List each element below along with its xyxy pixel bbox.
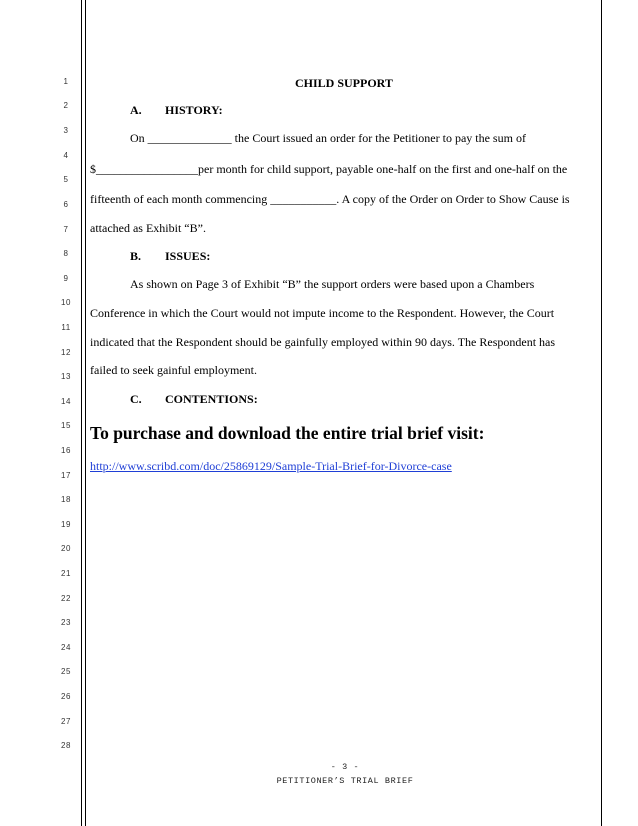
line-number: 11: [61, 323, 71, 332]
line-number: 28: [61, 741, 71, 750]
line-number: 24: [61, 643, 71, 652]
line-number: 27: [61, 717, 71, 726]
issues-line-1: As shown on Page 3 of Exhibit “B” the support orders were based upon a Chambers: [130, 277, 535, 291]
page-number: - 3 -: [330, 762, 360, 772]
section-heading-contentions: CONTENTIONS:: [165, 392, 258, 406]
section-letter-a: A.: [130, 103, 142, 117]
line-number: 10: [61, 298, 71, 307]
line-number: 1: [63, 77, 69, 86]
line-number: 20: [61, 544, 71, 553]
line-number: 25: [61, 667, 71, 676]
left-margin-rule-inner: [85, 0, 86, 826]
line-number: 19: [61, 520, 71, 529]
history-line-4: attached as Exhibit “B”.: [90, 221, 206, 235]
issues-line-2: Conference in which the Court would not impute income to the Respondent. However, the Court: [90, 306, 555, 320]
purchase-promo-text: To purchase and download the entire trial brief visit:: [90, 423, 485, 443]
line-number: 8: [63, 249, 69, 258]
history-line-1: On ______________ the Court issued an order for the Petitioner to pay the sum of: [130, 131, 526, 145]
line-number: 22: [61, 594, 71, 603]
line-number: 16: [61, 446, 71, 455]
line-number: 18: [61, 495, 71, 504]
line-number: 14: [61, 397, 71, 406]
line-number: 13: [61, 372, 71, 381]
line-number: 2: [63, 101, 69, 110]
line-number: 12: [61, 348, 71, 357]
right-margin-rule: [601, 0, 602, 826]
line-number: 21: [61, 569, 71, 578]
section-letter-b: B.: [130, 249, 142, 263]
section-letter-c: C.: [130, 392, 142, 406]
line-number: 7: [63, 225, 69, 234]
document-title: CHILD SUPPORT: [295, 76, 393, 90]
line-number: 26: [61, 692, 71, 701]
line-number: 6: [63, 200, 69, 209]
line-number: 23: [61, 618, 71, 627]
issues-line-4: failed to seek gainful employment.: [90, 363, 257, 377]
line-number: 17: [61, 471, 71, 480]
footer-label: PETITIONER’S TRIAL BRIEF: [276, 776, 414, 786]
left-margin-rule-outer: [81, 0, 82, 826]
section-heading-history: HISTORY:: [165, 103, 223, 117]
history-line-2: $_________________per month for child support, payable one-half on the first and one-half on the: [90, 162, 568, 176]
line-number: 15: [61, 421, 71, 430]
trial-brief-link[interactable]: http://www.scribd.com/doc/25869129/Sample-Trial-Brief-for-Divorce-case: [90, 459, 452, 473]
line-number: 9: [63, 274, 69, 283]
line-number: 3: [63, 126, 69, 135]
line-number: 4: [63, 151, 69, 160]
line-number: 5: [63, 175, 69, 184]
section-heading-issues: ISSUES:: [165, 249, 211, 263]
history-line-3: fifteenth of each month commencing ___________. A copy of the Order on Order to Show Cause is: [90, 192, 570, 206]
issues-line-3: indicated that the Respondent should be gainfully employed within 90 days. The Respondent has: [90, 335, 556, 349]
